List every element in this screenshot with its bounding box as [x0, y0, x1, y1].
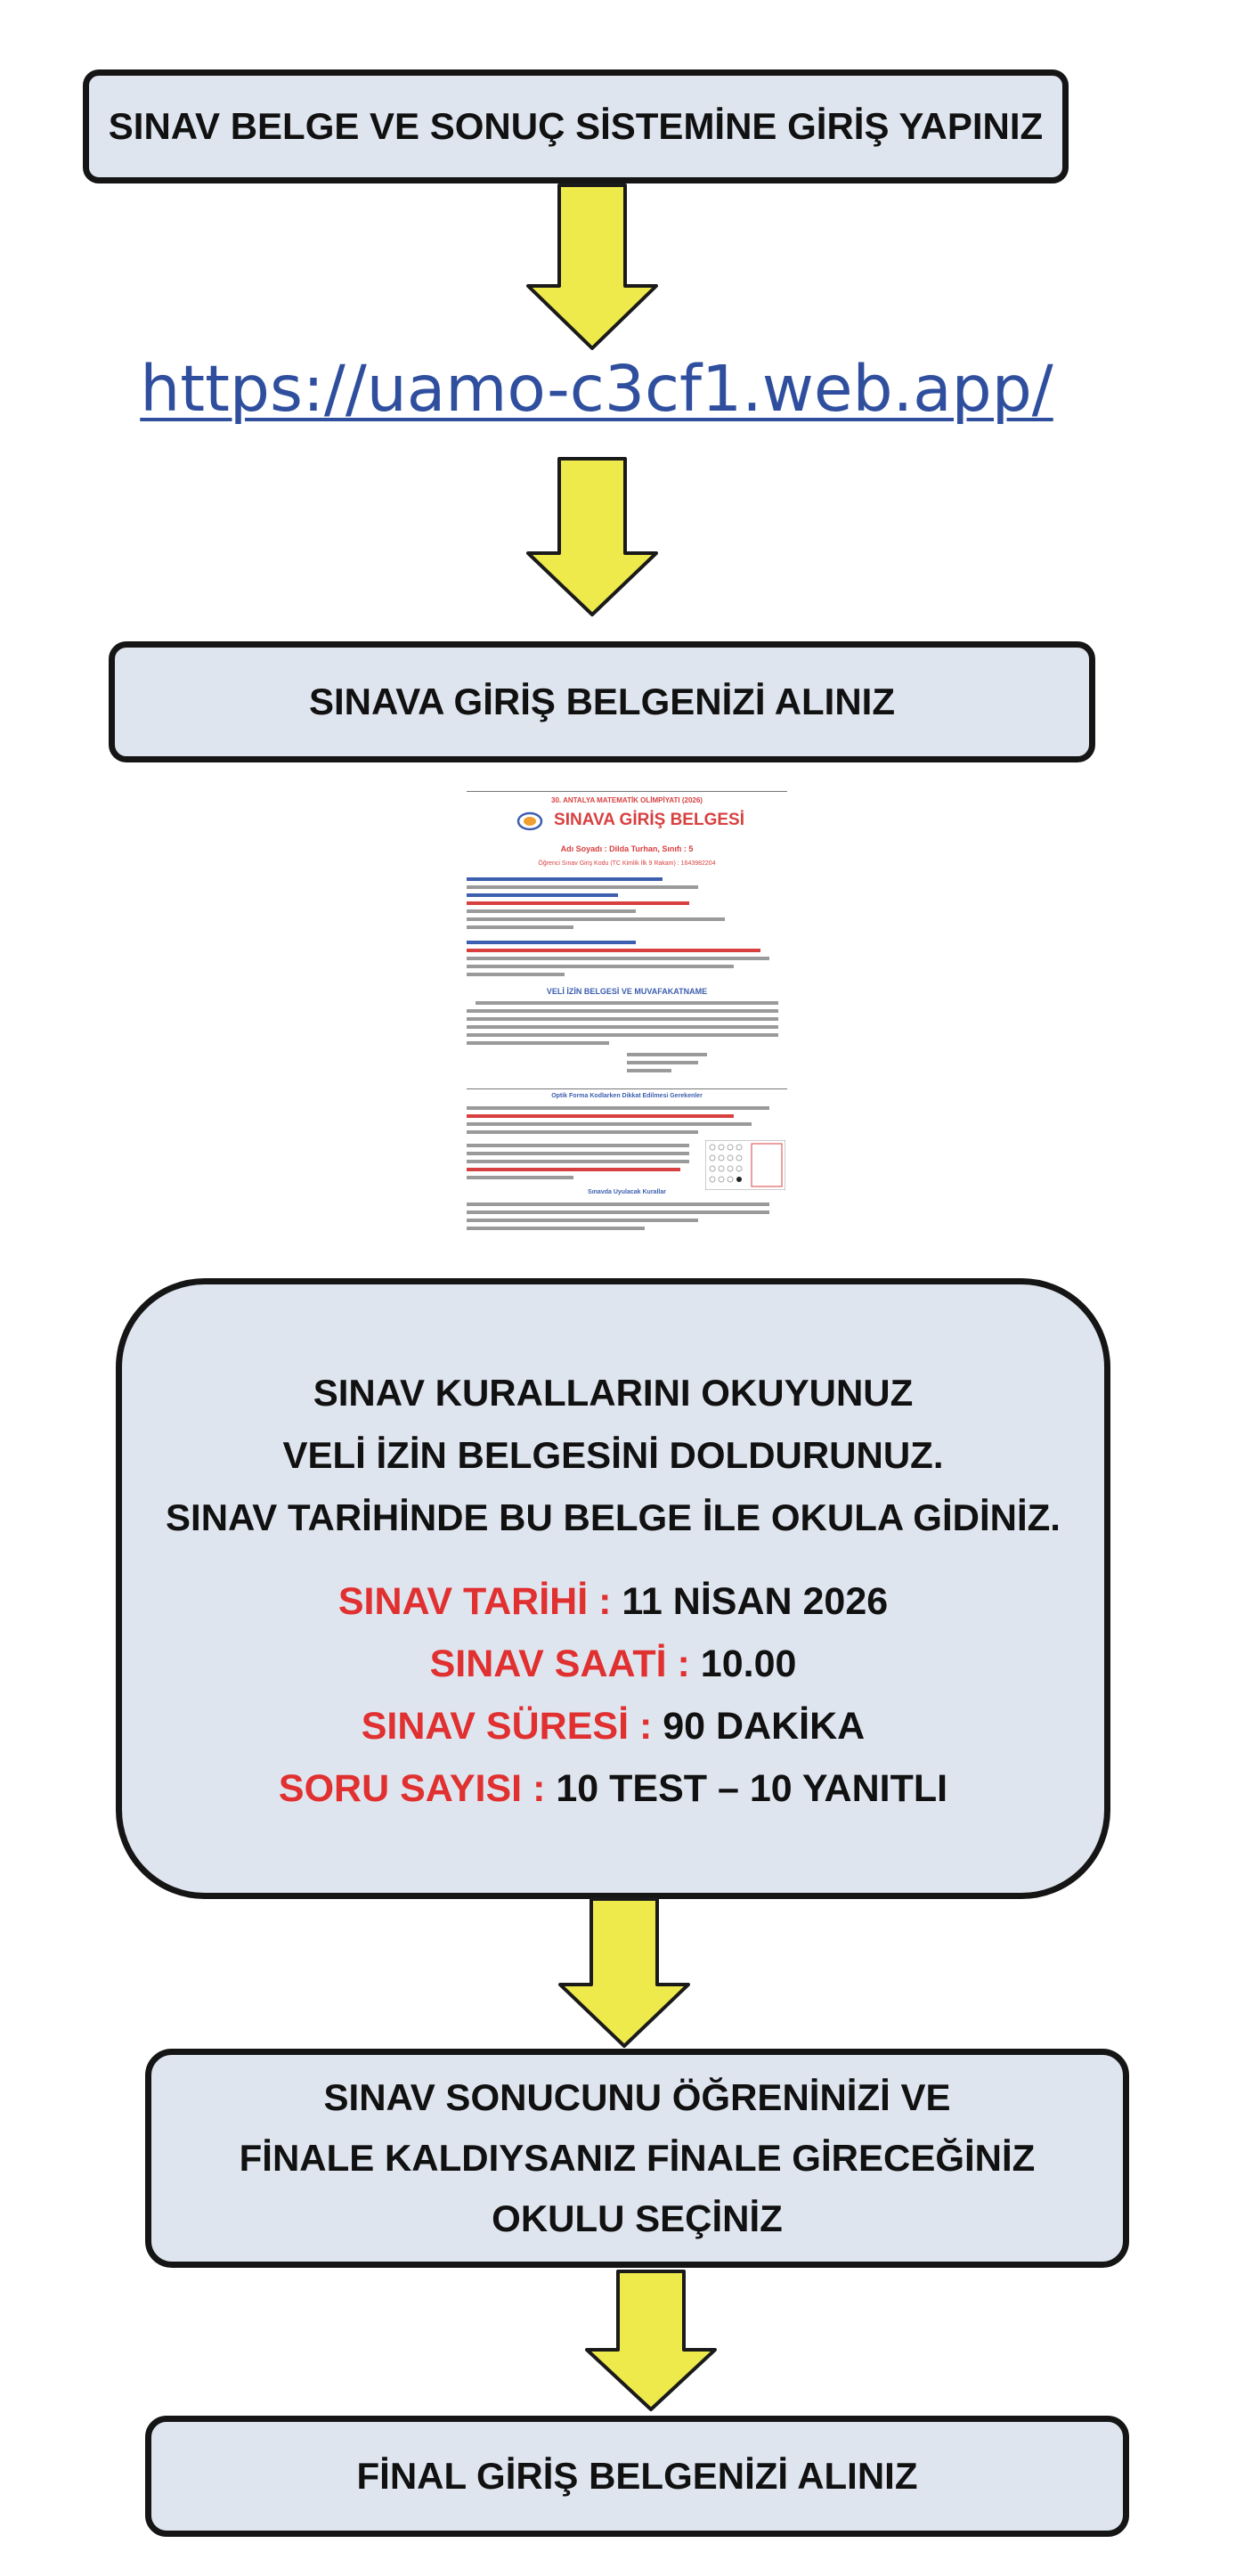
- down-arrow-icon: [584, 2270, 718, 2412]
- doc-title: SINAVA GİRİŞ BELGESİ: [554, 811, 744, 829]
- exam-duration-row: [279, 1695, 947, 1757]
- question-count-row: [279, 1757, 947, 1820]
- step-final-document-text: FİNAL GİRİŞ BELGENİZİ ALINIZ: [356, 2455, 918, 2497]
- system-url-link[interactable]: https://uamo-c3cf1.web.app/: [140, 352, 1053, 426]
- doc-student: Adı Soyadı : Dilda Turhan, Sınıfı : 5: [560, 844, 694, 853]
- exam-info-box: [116, 1278, 1110, 1899]
- exam-duration-label: SINAV SÜRESİ :: [361, 1704, 663, 1748]
- doc-section-exam-rules: Sınavda Uyulacak Kurallar: [588, 1189, 666, 1195]
- down-arrow-icon: [525, 183, 659, 351]
- exam-time-row: [279, 1633, 947, 1695]
- exam-date-label: SINAV TARİHİ :: [337, 1579, 622, 1623]
- doc-code: Öğrenci Sınav Giriş Kodu (TC Kimlik İlk 9 Rakam) : 1643982204: [538, 860, 716, 867]
- exam-date-row: [279, 1570, 947, 1633]
- step-box-entry-document: [109, 641, 1095, 762]
- doc-header: 30. ANTALYA MATEMATİK OLİMPİYATI (2026): [551, 796, 703, 804]
- exam-date-value: 11 NİSAN 2026: [622, 1579, 889, 1623]
- optical-form-grid-icon: [705, 1140, 785, 1190]
- step-login-text: SINAV BELGE VE SONUÇ SİSTEMİNE GİRİŞ YAPINIZ: [108, 105, 1044, 147]
- step-box-login: [83, 69, 1069, 183]
- step-entry-document-text: SINAVA GİRİŞ BELGENİZİ ALINIZ: [308, 681, 895, 722]
- entry-document-preview: [458, 766, 796, 1238]
- results-line: SINAV SONUCUNU ÖĞRENİNİZİ VE: [323, 2076, 951, 2118]
- instruction-line: VELİ İZİN BELGESİNİ DOLDURUNUZ.: [282, 1433, 944, 1476]
- instruction-line: SINAV KURALLARINI OKUYUNUZ: [313, 1371, 914, 1414]
- exam-duration-value: 90 DAKİKA: [663, 1704, 866, 1748]
- step-box-results: [145, 2049, 1129, 2268]
- question-count-label: SORU SAYISI :: [278, 1766, 557, 1810]
- doc-section-optical-form: Optik Forma Kodlarken Dikkat Edilmesi Gerekenler: [551, 1093, 703, 1099]
- question-count-value: 10 TEST – 10 YANITLI: [556, 1766, 948, 1810]
- doc-section-parent-consent: VELİ İZİN BELGESİ VE MUVAFAKATNAME: [546, 987, 708, 996]
- results-line: OKULU SEÇİNİZ: [492, 2197, 783, 2239]
- exam-time-value: 10.00: [700, 1642, 797, 1685]
- results-line: FİNALE KALDIYSANIZ FİNALE GİRECEĞİNİZ: [239, 2137, 1036, 2179]
- instruction-line: SINAV TARİHİNDE BU BELGE İLE OKULA GİDİNİZ.: [166, 1496, 1061, 1538]
- step-box-final-document: [145, 2416, 1129, 2537]
- exam-facts: [279, 1570, 947, 1820]
- exam-instructions: [166, 1362, 1061, 1549]
- down-arrow-icon: [525, 457, 659, 617]
- down-arrow-icon: [557, 1897, 691, 2049]
- exam-time-label: SINAV SAATİ :: [429, 1642, 701, 1685]
